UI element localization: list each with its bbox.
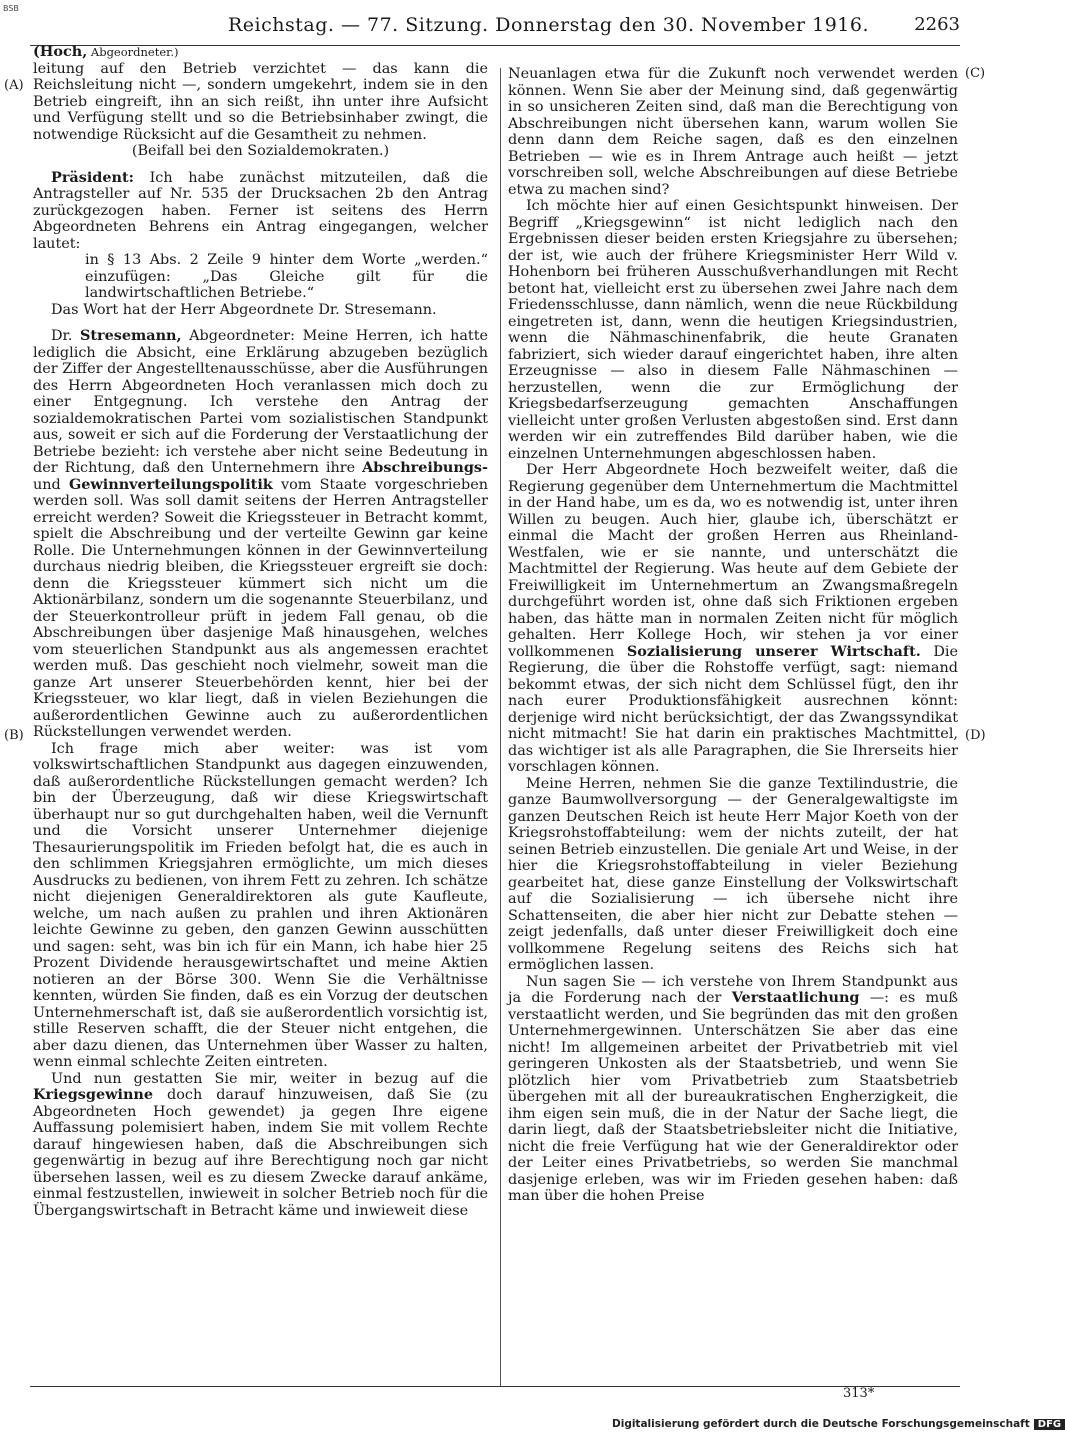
speaker-name: Präsident: xyxy=(51,168,134,186)
library-mark: BSB xyxy=(3,4,19,13)
paragraph-text: Und nun gestatten Sie mir, weiter in bezug auf die xyxy=(51,1070,488,1087)
speaker-role: Abgeordneter.) xyxy=(87,45,179,59)
running-title: Reichstag. — 77. Sitzung. Donnerstag den 30. November 1916. xyxy=(228,14,870,36)
paragraph-text: Nun sagen Sie — ich verstehe von Ihrem Standpunkt aus ja die Forderung nach der xyxy=(508,973,958,1006)
emphasis: Kriegsgewinne xyxy=(33,1086,154,1103)
emphasis: Verstaatlichung xyxy=(731,989,860,1006)
funding-note xyxy=(612,1418,1065,1430)
paragraph xyxy=(508,974,958,1205)
paragraph-text: Der Herr Abgeordnete Hoch bezweifelt weiter, daß die Regierung gegenüber dem Unternehmertum die Machtmittel in der Hand habe, um es da, wo es notwendig ist, unter ihren Willen zu beugen. Auch hier, glaube ich, überschätzt er einmal die Macht der großen Herren aus Rheinland-Westfalen, wie er sie nannte, und unterschätzt die Machtmittel der Regierung. Was heute auf dem Gebiete der Freiwilligkeit im Unternehmertum an Zwangsmaßregeln durchgeführt worden ist, ohne daß sich Friktionen ergeben haben, das hätte man in normalen Zeiten nicht für möglich gehalten. Herr Kollege Hoch, wir stehen ja vor einer vollkommenen xyxy=(508,462,958,660)
paragraph-text: Abgeordneter: Meine Herren, ich hatte lediglich die Absicht, eine Erklärung abzugeben bezüglich der Ziffer der Angestelltenausschüsse, aber die Ausführungen des Herrn Abgeordneten Hoch veranlassen mich doch zu einer Entgegnung. Ich verstehe den Antrag der sozialdemokratischen Partei vom sozialistischen Standpunkt aus, soweit er sich auf die Forderung der Verstaatlichung der Betriebe bezieht: ich verstehe aber nicht seine Bedeutung in der Richtung, daß den Unternehmern ihre xyxy=(33,328,489,476)
speaker-name: Stresemann, xyxy=(80,327,182,344)
paragraph-text: Ich habe zunächst mitzuteilen, daß die Antragsteller auf Nr. 535 der Drucksachen 2b den Antrag zurückgezogen haben. Ferner ist seitens des Herrn Abgeordneten Behrens ein Antrag eingegangen, welcher lautet: xyxy=(33,169,488,252)
page-header xyxy=(90,14,960,44)
funding-text: Digitalisierung gefördert durch die Deutsche Forschungsgemeinschaft xyxy=(612,1418,1030,1430)
paragraph: Ich möchte hier auf einen Gesichtspunkt hinweisen. Der Begriff „Kriegsgewinn“ ist nicht lediglich nach den Ergebnissen dieser beiden ersten Kriegsjahre zu übersehen; der ist, wie auch der frühere Kriegsminister Herr Wild v. Hohenborn bei früheren Ausschußverhandlungen mit Recht betont hat, vielleicht erst zu übersehen zwei Jahre nach dem Friedensschlusse, dann nämlich, wenn die neue Rückbildung eingetreten ist, dann, wenn die heutigen Kriegsindustrien, wenn die Nähmaschinenfabrik, die heute Granaten fabriziert, sich wieder darauf eingerichtet haben, ihre alten Erzeugnisse — also in diesem Falle Nähmaschinen — herzustellen, wenn die zur Ermöglichung der Kriegsbedarfserzeugung gemachten Anschaffungen vielleicht unter großen Verlusten abgestoßen sind. Erst dann werden wir ein zutreffendes Bild darüber haben, wie die einzelnen Unternehmungen abgeschlossen haben. xyxy=(508,198,958,462)
stresemann-paragraph xyxy=(33,328,488,741)
paragraph-text: —: es muß verstaatlicht werden, und Sie begründen das mit den großen Unternehmergewinnen. Unterschätzen Sie aber das eine nicht! Im allgemeinen arbeitet der Privatbetrieb mit viel geringeren Unkosten als der Staatsbetrieb, und wenn Sie plötzlich hier vom Privatbetrieb zum Staatsbetrieb übergehen mit all der bureaukratischen Engherzigkeit, die ihm eigen sein muß, die in der Natur der Sache liegt, die darin liegt, daß der Staatsbetriebsleiter nicht die Initiative, nicht die freie Verfügung hat wie der Generaldirektor oder der Leiter eines Privatbetriebs, so werden Sie manchmal dasjenige erleben, was wir im Frieden gesehen haben: daß man über die hohen Preise xyxy=(508,990,959,1204)
margin-marker-a: (A) xyxy=(4,78,24,93)
paragraph-text: und xyxy=(33,476,69,493)
paragraph-text: Die Regierung, die über die Rohstoffe verfügt, sagt: niemand bekommt etwas, der sich nicht dem Schlüssel fügt, den ihr nach eurer Produktionsfähigkeit ausrechnen könnt: derjenige wird nicht berücksichtigt, der das Zwangssyndikat nicht mitmacht! Sie hat darin ein praktisches Machtmittel, das wichtiger ist als alle Paragraphen, die Sie Ihrerseits hier vorschlagen können. xyxy=(508,643,958,775)
margin-marker-b: (B) xyxy=(4,728,24,743)
speaker-continuation xyxy=(33,44,488,61)
page-number: 2263 xyxy=(914,14,960,35)
paragraph xyxy=(33,1071,488,1220)
paragraph-text: vom Staate vorgeschrieben werden soll. Was soll damit seitens der Herren Antragsteller erreicht werden? Soweit die Kriegssteuer in Betracht kommt, spielt die Abschreibung und der verteilte Gewinn gar keine Rolle. Die Unternehmungen können in der Gewinnverteilung durchaus niedrig bleiben, die Kriegssteuer ergreift sie doch: denn die Kriegssteuer kümmert sich nicht um die Aktionärbilanz, sondern um die sogenannte Steuerbilanz, und der Steuerkontrolleur prüft in jedem Fall genau, ob die Abschreibungen über dasjenige Maß hinausgehen, welches vom steuerlichen Standpunkt aus als angemessen erachtet werden muß. Das geschieht noch vielmehr, soweit man die ganze Art unserer Steuerbehörden kennt, hier bei der Kriegssteuer, wo klar liegt, daß in vielen Beziehungen die außerordentlichen Gewinne auch zu außerordentlichen Rückstellungen verwendet werden. xyxy=(33,476,488,740)
applause-note: (Beifall bei den Sozialdemokraten.) xyxy=(131,143,390,159)
paragraph xyxy=(508,462,958,776)
floor-announcement: Das Wort hat der Herr Abgeordnete Dr. Stresemann. xyxy=(51,301,437,318)
paragraph: leitung auf den Betrieb verzichtet — das kann die Reichsleitung nicht —, sondern umgekehrt, indem sie in den Betrieb eingreift, ihn an sich reißt, ihn unter ihre Aufsicht und Verfügung stellt und so die Betriebsinhaber zwingt, die notwendige Rücksicht auf die Gesamtheit zu nehmen. xyxy=(33,60,488,143)
left-column xyxy=(33,44,488,1219)
margin-marker-d: (D) xyxy=(965,728,986,743)
emphasis: Abschreibungs- xyxy=(362,459,488,476)
right-column xyxy=(508,66,958,1205)
column-divider xyxy=(500,68,501,1386)
margin-marker-c: (C) xyxy=(965,66,986,81)
dfg-logo: DFG xyxy=(1034,1419,1065,1430)
motion-text: in § 13 Abs. 2 Zeile 9 hinter dem Worte „werden.“ einzufügen: „Das Gleiche gilt für die landwirtschaftlichen Betriebe.“ xyxy=(85,252,488,301)
paragraph-text: doch darauf hinzuweisen, daß Sie (zu Abgeordneten Hoch gewendet) ja gegen Ihre eigene Auffassung polemisiert haben, indem Sie mit vollem Rechte darauf hingewiesen haben, daß die Abschreibungen sich gegenwärtig in bezug auf ihre Berechtigung noch gar nicht übersehen lassen, weil es zu diesem Zwecke darauf ankäme, einmal festzustellen, inwieweit in solcher Betrieb noch für die Übergangswirtschaft in Betracht käme und inwieweit diese xyxy=(33,1087,488,1219)
speaker-name: (Hoch, xyxy=(33,43,88,60)
president-paragraph xyxy=(33,170,488,253)
footer-rule xyxy=(30,1386,960,1387)
paragraph: Ich frage mich aber weiter: was ist vom volkswirtschaftlichen Standpunkt aus dagegen einzuwenden, daß außerordentliche Rückstellungen gemacht werden? Ich bin der Überzeugung, daß wir diese Kriegswirtschaft überhaupt nur so gut durchgehalten haben, weil die Vernunft und die Vorsicht unserer Unternehmer diejenige Thesaurierungspolitik im Frieden befolgt hat, die es auch in den schlimmen Kriegsjahren ermöglichte, um mich dieses Ausdrucks zu bedienen, von ihrem Fett zu zehren. Ich schätze nicht diejenigen Generaldirektoren als gute Kaufleute, welche, um nach außen zu prahlen und ihren Aktionären leichte Gewinne zu geben, den ganzen Gewinn ausschütten und sagen: seht, was bin ich für ein Mann, ich habe hier 25 Prozent Dividende herausgewirtschaftet und meine Aktien notieren an der Börse 300. Wenn Sie die Verhältnisse kennten, würden Sie finden, daß es ein Vorzug der deutschen Unternehmerschaft ist, daß sie außerordentlich vorsichtig ist, stille Reserven schafft, die der Steuer nicht entgehen, die aber dazu dienen, das Unternehmen über Wasser zu halten, wenn einmal schlechte Zeiten eintreten. xyxy=(33,740,488,1070)
signature-mark: 313* xyxy=(843,1386,875,1401)
paragraph: Meine Herren, nehmen Sie die ganze Textilindustrie, die ganze Baumwollversorgung — der Generalgewaltigste im ganzen Deutschen Reich ist heute Herr Major Koeth von der Kriegsrohstoffabteilung: wem der nichts zuteilt, der hat seinen Betrieb einzustellen. Die geniale Art und Weise, in der hier die Kriegsrohstoffabteilung in vieler Beziehung gearbeitet hat, diese ganze Einstellung der Volkswirtschaft auf die Sozialisierung — ich übersehe nicht ihre Schattenseiten, die aber hier nicht zur Debatte stehen — zeigt jedenfalls, daß unter dieser Freiwilligkeit doch eine vollkommene Regelung seitens des Reichs sich hat ermöglichen lassen. xyxy=(508,775,958,973)
speaker-title: Dr. xyxy=(51,328,80,344)
emphasis: Sozialisierung unserer Wirtschaft. xyxy=(626,642,921,660)
emphasis: Gewinnverteilungspolitik xyxy=(68,475,273,493)
paragraph: Neuanlagen etwa für die Zukunft noch verwendet werden können. Wenn Sie aber der Meinung sind, daß gegenwärtig in so unsicheren Zeiten sind, daß man die Berechtigung von Abschreibungen nicht übersehen kann, warum wollen Sie denn dann dem Reiche sagen, daß es den einzelnen Betrieben — wie es in Ihrem Antrage auch heißt — jetzt vorschreiben soll, welche Abschreibungen auf diese Betriebe etwa zu machen sind? xyxy=(508,66,958,198)
